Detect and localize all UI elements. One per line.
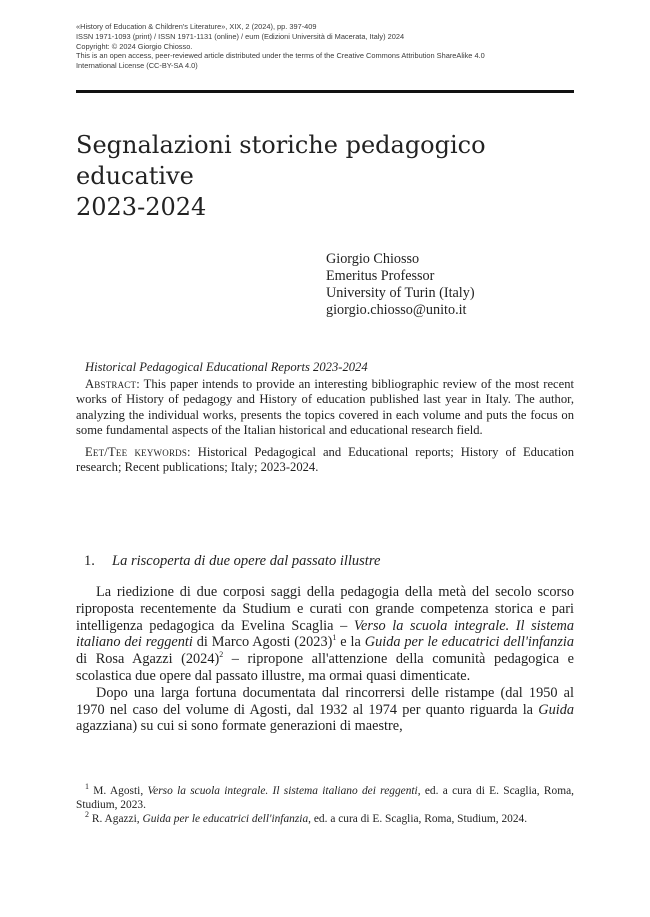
license-line: This is an open access, peer-reviewed article distributed under the terms of the Creative Commons Attribution ShareAlike 4.0 (76, 51, 485, 61)
text-run: agazziana) su cui si sono formate generazioni di maestre, (76, 718, 403, 735)
footnote-1 (76, 784, 574, 812)
abstract-label: Abstract: (85, 377, 140, 392)
footnote-number: 1 (85, 782, 89, 792)
body-text (76, 584, 574, 735)
footnotes (76, 784, 574, 827)
keywords-label: Eet/Tee keywords: (85, 445, 191, 460)
footnote-2 (76, 812, 574, 826)
journal-metadata (76, 22, 576, 71)
english-title: Historical Pedagogical Educational Reports 2023-2024 (85, 360, 368, 374)
author-affiliation: University of Turin (Italy) (326, 285, 475, 301)
article-title (76, 130, 576, 223)
footnote-number: 2 (85, 810, 89, 820)
text-run: , ed. a cura di E. Scaglia, Roma, Studium, 2024. (308, 813, 528, 826)
abstract-text: This paper intends to provide an interesting bibliographic review of the most recent works of History of pedagogy and History of education published last year in Italy. The author, analyzing the individual works, presents the topics covered in each volume and puts the focus on some fundamental aspects of the Italian historical and educational research field. (76, 377, 575, 437)
text-run: di Marco Agosti (2023) (192, 634, 333, 651)
text-run: Dopo una larga fortuna documentata dal rincorrersi delle ristampe (dal 1950 al 1970 nel caso del volume di Agosti, dal 1932 al 1974 per quanto riguarda la (76, 684, 574, 718)
footnote-book-title: Guida per le educatrici dell'infanzia (142, 813, 309, 826)
book-title-agosti: Verso la scuola integrale. Il sistema italiano dei reggenti (76, 617, 575, 651)
text-run: e la (336, 634, 365, 651)
book-title-guida: Guida (538, 701, 574, 718)
text-run: , ed. a cura di E. Scaglia, Roma, Studium, 2023. (76, 785, 574, 812)
copyright-line: Copyright: © 2024 Giorgio Chiosso. (76, 41, 193, 51)
journal-citation-line: «History of Education & Children's Literature», XIX, 2 (2024), pp. 397-409 (76, 22, 317, 31)
abstract-paragraph (76, 377, 574, 438)
section-title: La riscoperta di due opere dal passato illustre (112, 553, 381, 569)
abstract-section (76, 360, 574, 482)
header-divider (76, 90, 574, 93)
text-run: di Rosa Agazzi (2024) (76, 651, 220, 668)
body-paragraph-1 (76, 584, 574, 685)
text-run: R. Agazzi, (91, 813, 143, 826)
text-run: – ripropone all'attenzione della comunità pedagogica e scolastica due opere dal passato illustre, ma ormai quasi dimenticate. (76, 651, 574, 684)
keywords-paragraph (76, 445, 574, 475)
author-email[interactable]: giorgio.chiosso@unito.it (326, 302, 467, 318)
keywords-text: Historical Pedagogical and Educational reports; History of Education research; Recent publications; Italy; 2023-2024. (76, 445, 575, 475)
title-line-1: Segnalazioni storiche pedagogico educative (76, 131, 486, 190)
author-role: Emeritus Professor (326, 268, 435, 284)
title-line-2: 2023-2024 (76, 193, 207, 221)
text-run: La riedizione di due corposi saggi della pedagogia della metà del secolo scorso riproposta recentemente da Studium e curati con grande competenza storica e pari intelligenza pedagogica da Evelina Scaglia – (76, 584, 574, 634)
author-name: Giorgio Chiosso (326, 251, 420, 267)
body-paragraph-2 (76, 685, 574, 735)
footnote-ref-1[interactable]: 1 (332, 633, 337, 643)
issn-line: ISSN 1971-1093 (print) / ISSN 1971-1131 (online) / eum (Edizioni Università di Macerata, Italy) 2024 (76, 31, 405, 41)
book-title-agazzi: Guida per le educatrici dell'infanzia (364, 634, 575, 651)
text-run: M. Agosti, (93, 785, 148, 797)
section-number: 1. (84, 553, 95, 569)
footnote-book-title: Verso la scuola integrale. Il sistema italiano dei reggenti (147, 785, 418, 797)
section-heading (84, 553, 380, 570)
footnote-ref-2[interactable]: 2 (219, 650, 224, 660)
author-block (326, 251, 475, 319)
license-line-continued: International License (CC-BY-SA 4.0) (76, 61, 198, 71)
